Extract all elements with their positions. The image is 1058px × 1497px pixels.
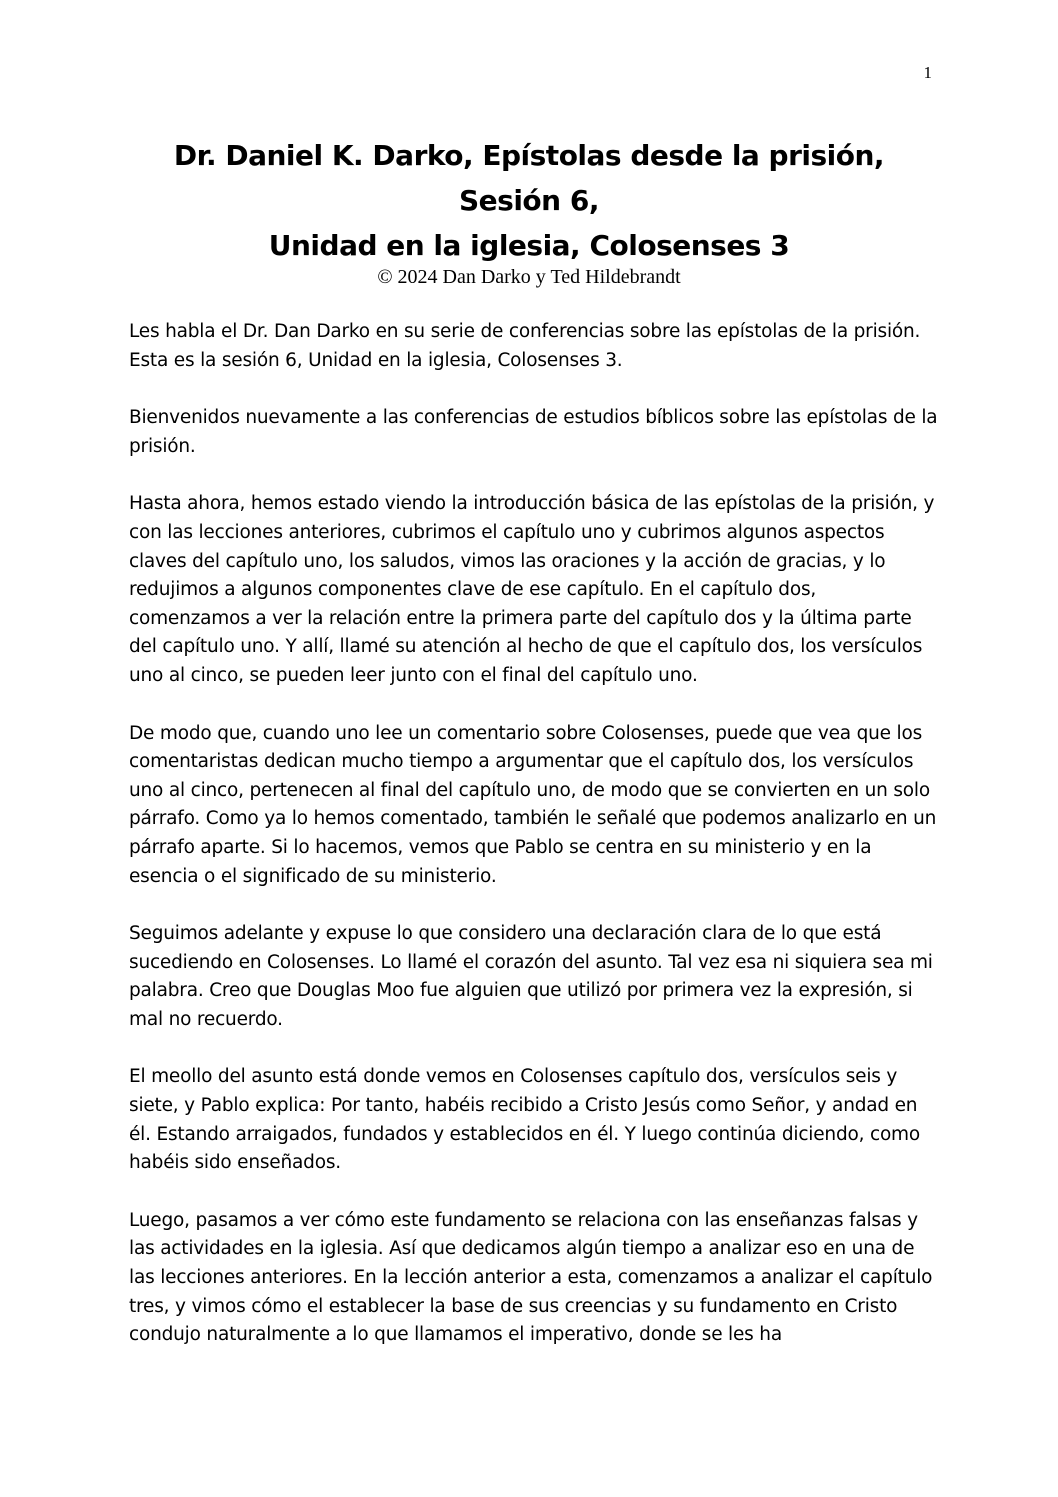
paragraph: Luego, pasamos a ver cómo este fundamento se relaciona con las enseñanzas falsas y las actividades en la iglesia. Así que dedicamos algún tiempo a analizar eso en una de las lecciones anteriores. En la lección anterior a esta, comenzamos a analizar el capítulo tres, y vimos cómo el establecer la base de sus creencias y su fundamento en Cristo condujo naturalmente a lo que llamamos el imperativo, donde se les ha	[129, 1209, 933, 1346]
page-number: 1	[923, 63, 932, 82]
title-line-1: Dr. Daniel K. Darko, Epístolas desde la prisión,	[173, 139, 885, 172]
title-line-3: Unidad en la iglesia, Colosenses 3	[268, 229, 790, 262]
paragraph: Les habla el Dr. Dan Darko en su serie de conferencias sobre las epístolas de la prisión. Esta es la sesión 6, Unidad en la iglesia, Colosenses 3.	[129, 321, 921, 371]
paragraph: El meollo del asunto está donde vemos en Colosenses capítulo dos, versículos seis y siete, y Pablo explica: Por tanto, habéis recibido a Cristo Jesús como Señor, y andad en él. Estando arraigados, fundados y establecidos en él. Y luego continúa diciendo, como habéis sido enseñados.	[129, 1066, 921, 1174]
paragraph: Bienvenidos nuevamente a las conferencias de estudios bíblicos sobre las epístolas de la prisión.	[129, 407, 938, 457]
title-line-2: Sesión 6,	[459, 184, 599, 217]
paragraph: Hasta ahora, hemos estado viendo la introducción básica de las epístolas de la prisión, y con las lecciones anteriores, cubrimos el capítulo uno y cubrimos algunos aspectos claves del capítulo uno, los saludos, vimos las oraciones y la acción de gracias, y lo redujimos a algunos componentes clave de ese capítulo. En el capítulo dos, comenzamos a ver la relación entre la primera parte del capítulo dos y la última parte del capítulo uno. Y allí, llamé su atención al hecho de que el capítulo dos, los versículos uno al cinco, se pueden leer junto con el final del capítulo uno.	[129, 493, 935, 686]
title-block	[100, 133, 958, 290]
body-text	[129, 318, 939, 1379]
paragraph: De modo que, cuando uno lee un comentario sobre Colosenses, puede que vea que los comentaristas dedican mucho tiempo a argumentar que el capítulo dos, los versículos uno al cinco, pertenecen al final del capítulo uno, de modo que se convierten en un solo párrafo. Como ya lo hemos comentado, también le señalé que podemos analizarlo en un párrafo aparte. Si lo hacemos, vemos que Pablo se centra en su ministerio y en la esencia o el significado de su ministerio.	[129, 722, 937, 887]
paragraph: Seguimos adelante y expuse lo que considero una declaración clara de lo que está sucediendo en Colosenses. Lo llamé el corazón del asunto. Tal vez esa ni siquiera sea mi palabra. Creo que Douglas Moo fue alguien que utilizó por primera vez la expresión, si mal no recuerdo.	[129, 923, 933, 1030]
copyright-notice: © 2024 Dan Darko y Ted Hildebrandt	[377, 266, 681, 288]
